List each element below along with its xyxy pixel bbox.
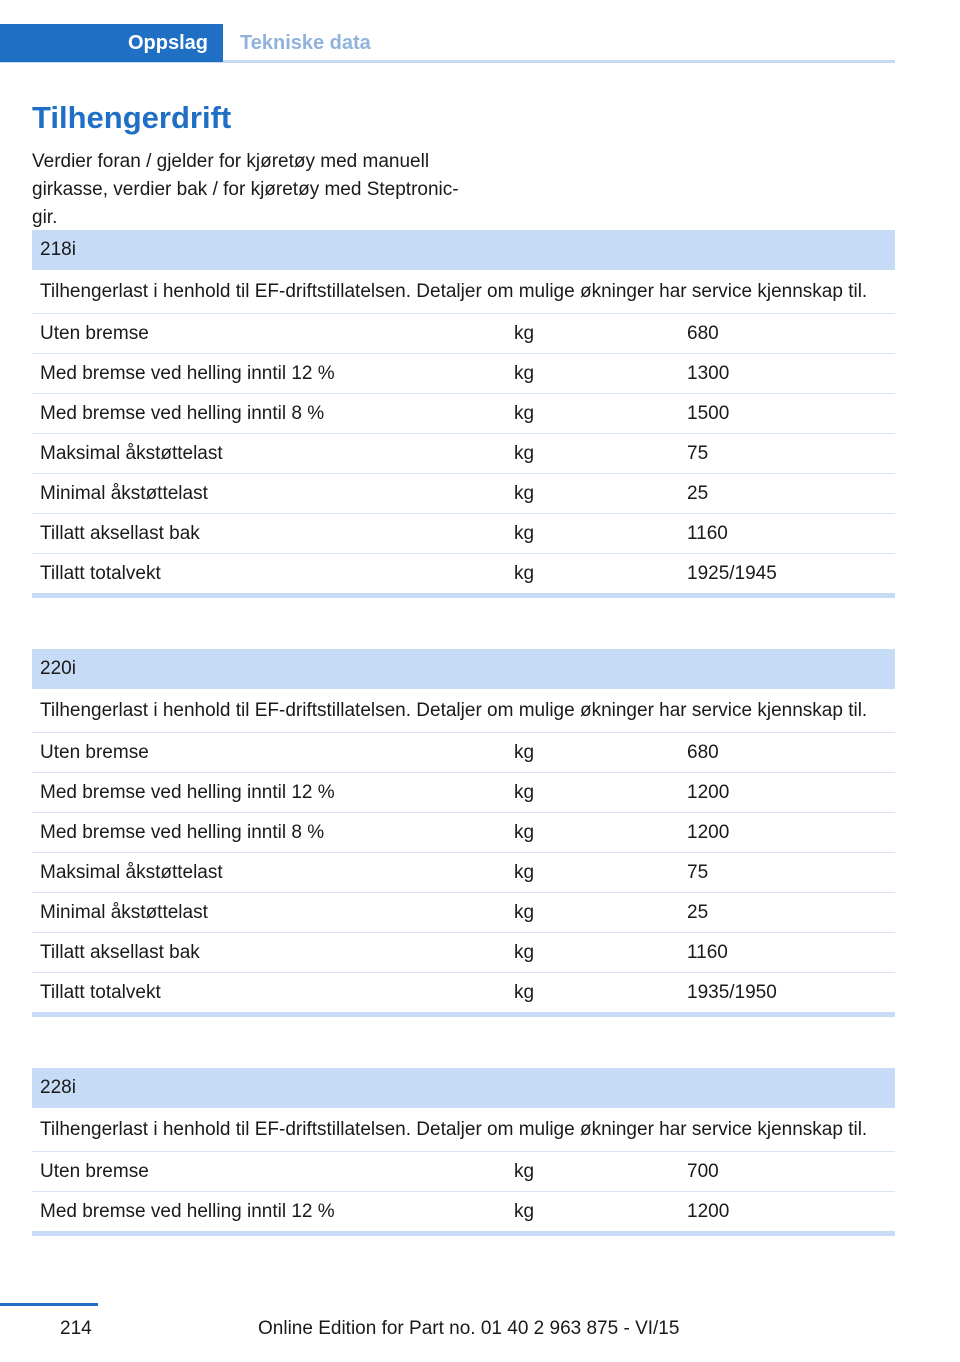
row-value: 1200 bbox=[687, 1201, 730, 1222]
row-value: 1200 bbox=[687, 822, 730, 843]
table-end-rule bbox=[32, 1231, 895, 1236]
row-value: 1935/1950 bbox=[687, 982, 777, 1003]
row-label: Uten bremse bbox=[40, 323, 149, 344]
table-note: Tilhengerlast i henhold til EF-driftstillatelsen. Detaljer om mulige økninger har service kjennskap til. bbox=[32, 270, 895, 314]
row-unit: kg bbox=[514, 563, 535, 584]
footer-edition-text: Online Edition for Part no. 01 40 2 963 875 - VI/15 bbox=[258, 1318, 680, 1339]
table-note: Tilhengerlast i henhold til EF-driftstillatelsen. Detaljer om mulige økninger har service kjennskap til. bbox=[32, 1108, 895, 1152]
row-unit: kg bbox=[514, 363, 535, 384]
table-end-rule bbox=[32, 1012, 895, 1017]
table-row bbox=[32, 1152, 895, 1192]
table-model-heading: 218i bbox=[32, 230, 895, 270]
tab-tekniske-data[interactable]: Tekniske data bbox=[240, 32, 371, 54]
row-unit: kg bbox=[514, 403, 535, 424]
row-label: Med bremse ved helling inntil 12 % bbox=[40, 1201, 335, 1222]
row-label: Med bremse ved helling inntil 12 % bbox=[40, 782, 335, 803]
row-label: Med bremse ved helling inntil 8 % bbox=[40, 403, 325, 424]
table-row bbox=[32, 474, 895, 514]
row-label: Uten bremse bbox=[40, 1161, 149, 1182]
row-value: 1160 bbox=[687, 942, 728, 963]
row-label: Tillatt totalvekt bbox=[40, 563, 161, 584]
row-unit: kg bbox=[514, 523, 535, 544]
table-row bbox=[32, 853, 895, 893]
row-unit: kg bbox=[514, 443, 535, 464]
tab-oppslag[interactable]: Oppslag bbox=[0, 24, 223, 62]
row-value: 1500 bbox=[687, 403, 730, 424]
header-tabs bbox=[0, 24, 895, 62]
table-row bbox=[32, 933, 895, 973]
row-value: 680 bbox=[687, 323, 719, 344]
row-label: Maksimal åkstøttelast bbox=[40, 443, 223, 464]
row-unit: kg bbox=[514, 1161, 535, 1182]
table-model-heading: 228i bbox=[32, 1068, 895, 1108]
row-unit: kg bbox=[514, 323, 535, 344]
spec-table-218i bbox=[32, 230, 895, 598]
row-unit: kg bbox=[514, 902, 535, 923]
row-unit: kg bbox=[514, 822, 535, 843]
table-row bbox=[32, 813, 895, 853]
row-label: Tillatt aksellast bak bbox=[40, 523, 200, 544]
table-row bbox=[32, 773, 895, 813]
table-row bbox=[32, 434, 895, 474]
row-unit: kg bbox=[514, 982, 535, 1003]
table-row bbox=[32, 514, 895, 554]
row-value: 1925/1945 bbox=[687, 563, 777, 584]
row-label: Tillatt aksellast bak bbox=[40, 942, 200, 963]
table-row bbox=[32, 354, 895, 394]
row-label: Minimal åkstøttelast bbox=[40, 902, 208, 923]
row-unit: kg bbox=[514, 782, 535, 803]
row-unit: kg bbox=[514, 942, 535, 963]
footer-accent-bar bbox=[0, 1303, 98, 1306]
row-unit: kg bbox=[514, 742, 535, 763]
intro-text: Verdier foran / gjelder for kjøretøy med manuell girkasse, verdier bak / for kjøretøy med Steptronic-gir. bbox=[32, 151, 459, 228]
row-label: Tillatt totalvekt bbox=[40, 982, 161, 1003]
row-unit: kg bbox=[514, 862, 535, 883]
row-label: Maksimal åkstøttelast bbox=[40, 862, 223, 883]
spec-table-228i bbox=[32, 1068, 895, 1236]
row-value: 25 bbox=[687, 902, 709, 923]
row-label: Minimal åkstøttelast bbox=[40, 483, 208, 504]
row-value: 1300 bbox=[687, 363, 730, 384]
table-row bbox=[32, 1192, 895, 1231]
row-value: 75 bbox=[687, 862, 709, 883]
row-label: Med bremse ved helling inntil 12 % bbox=[40, 363, 335, 384]
row-label: Uten bremse bbox=[40, 742, 149, 763]
row-unit: kg bbox=[514, 1201, 535, 1222]
page-number: 214 bbox=[60, 1318, 92, 1339]
table-row bbox=[32, 394, 895, 434]
row-label: Med bremse ved helling inntil 8 % bbox=[40, 822, 325, 843]
page-title: Tilhengerdrift bbox=[32, 100, 232, 135]
spec-table-220i bbox=[32, 649, 895, 1017]
row-value: 75 bbox=[687, 443, 709, 464]
row-value: 700 bbox=[687, 1161, 719, 1182]
table-row bbox=[32, 973, 895, 1012]
table-row bbox=[32, 893, 895, 933]
row-unit: kg bbox=[514, 483, 535, 504]
row-value: 680 bbox=[687, 742, 719, 763]
row-value: 1200 bbox=[687, 782, 730, 803]
table-note: Tilhengerlast i henhold til EF-driftstillatelsen. Detaljer om mulige økninger har service kjennskap til. bbox=[32, 689, 895, 733]
row-value: 1160 bbox=[687, 523, 728, 544]
table-row bbox=[32, 314, 895, 354]
table-model-heading: 220i bbox=[32, 649, 895, 689]
table-end-rule bbox=[32, 593, 895, 598]
table-row bbox=[32, 554, 895, 593]
row-value: 25 bbox=[687, 483, 709, 504]
table-row bbox=[32, 733, 895, 773]
